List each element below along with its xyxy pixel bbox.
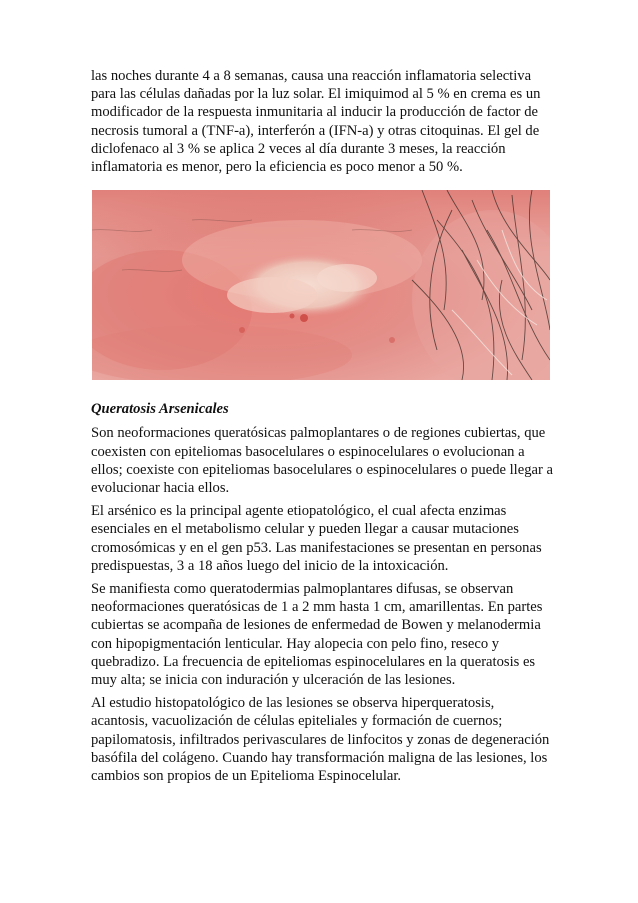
section-paragraph-3: Se manifiesta como queratodermias palmoplantares difusas, se observan neoformaciones queratósicas de 1 a 2 mm hasta 1 cm, amarillentas. En partes cubiertas se acompaña de lesiones de enfermedad de Bowen y melanodermia con hipopigmentación lenticular. Hay alopecia con pelo fino, reseco y quebradizo. La frecuencia de epiteliomas espinocelulares en la queratosis es muy alta; se inicia con induración y ulceración de las lesiones.: [91, 581, 543, 689]
skin-lesion-image: [92, 190, 550, 380]
document-page: [91, 67, 553, 785]
section-paragraph-2: El arsénico es la principal agente etiopatológico, el cual afecta enzimas esenciales en el metabolismo celular y pueden llegar a causar mutaciones cromosómicas y en el gen p53. Las manifestaciones se presentan en personas predispuestas, 3 a 18 años luego del inicio de la intoxicación.: [91, 503, 542, 574]
section-paragraph-1: Son neoformaciones queratósicas palmoplantares o de regiones cubiertas, que coexisten con epiteliomas basocelulares o espinocelulares o evolucionan a ellos; coexiste con epiteliomas basocelulares o espinocelulares o puede llegar a evolucionar hacia ellos.: [91, 425, 553, 497]
intro-paragraph: las noches durante 4 a 8 semanas, causa una reacción inflamatoria selectiva para las células dañadas por la luz solar. El imiquimod al 5 % en crema es un modificador de la respuesta inmunitaria al inducir la producción de factor de necrosis tumoral a (TNF-a), interferón a (IFN-a) y otras citoquinas. El gel de diclofenaco al 3 % se aplica 2 veces al día durante 3 meses, la reacción inflamatoria es menor, pero la eficiencia es poco menor a 50 %.: [91, 68, 541, 176]
section-heading: Queratosis Arsenicales: [91, 401, 229, 418]
section-paragraph-4: Al estudio histopatológico de las lesiones se observa hiperqueratosis, acantosis, vacuolización de células epiteliales y formación de cuernos; papilomatosis, infiltrados perivasculares de linfocitos y zonas de degeneración basófila del colágeno. Cuando hay transformación maligna de las lesiones, los cambios son propios de un Epitelioma Espinocelular.: [91, 695, 550, 785]
clinical-skin-photo: [92, 190, 550, 380]
